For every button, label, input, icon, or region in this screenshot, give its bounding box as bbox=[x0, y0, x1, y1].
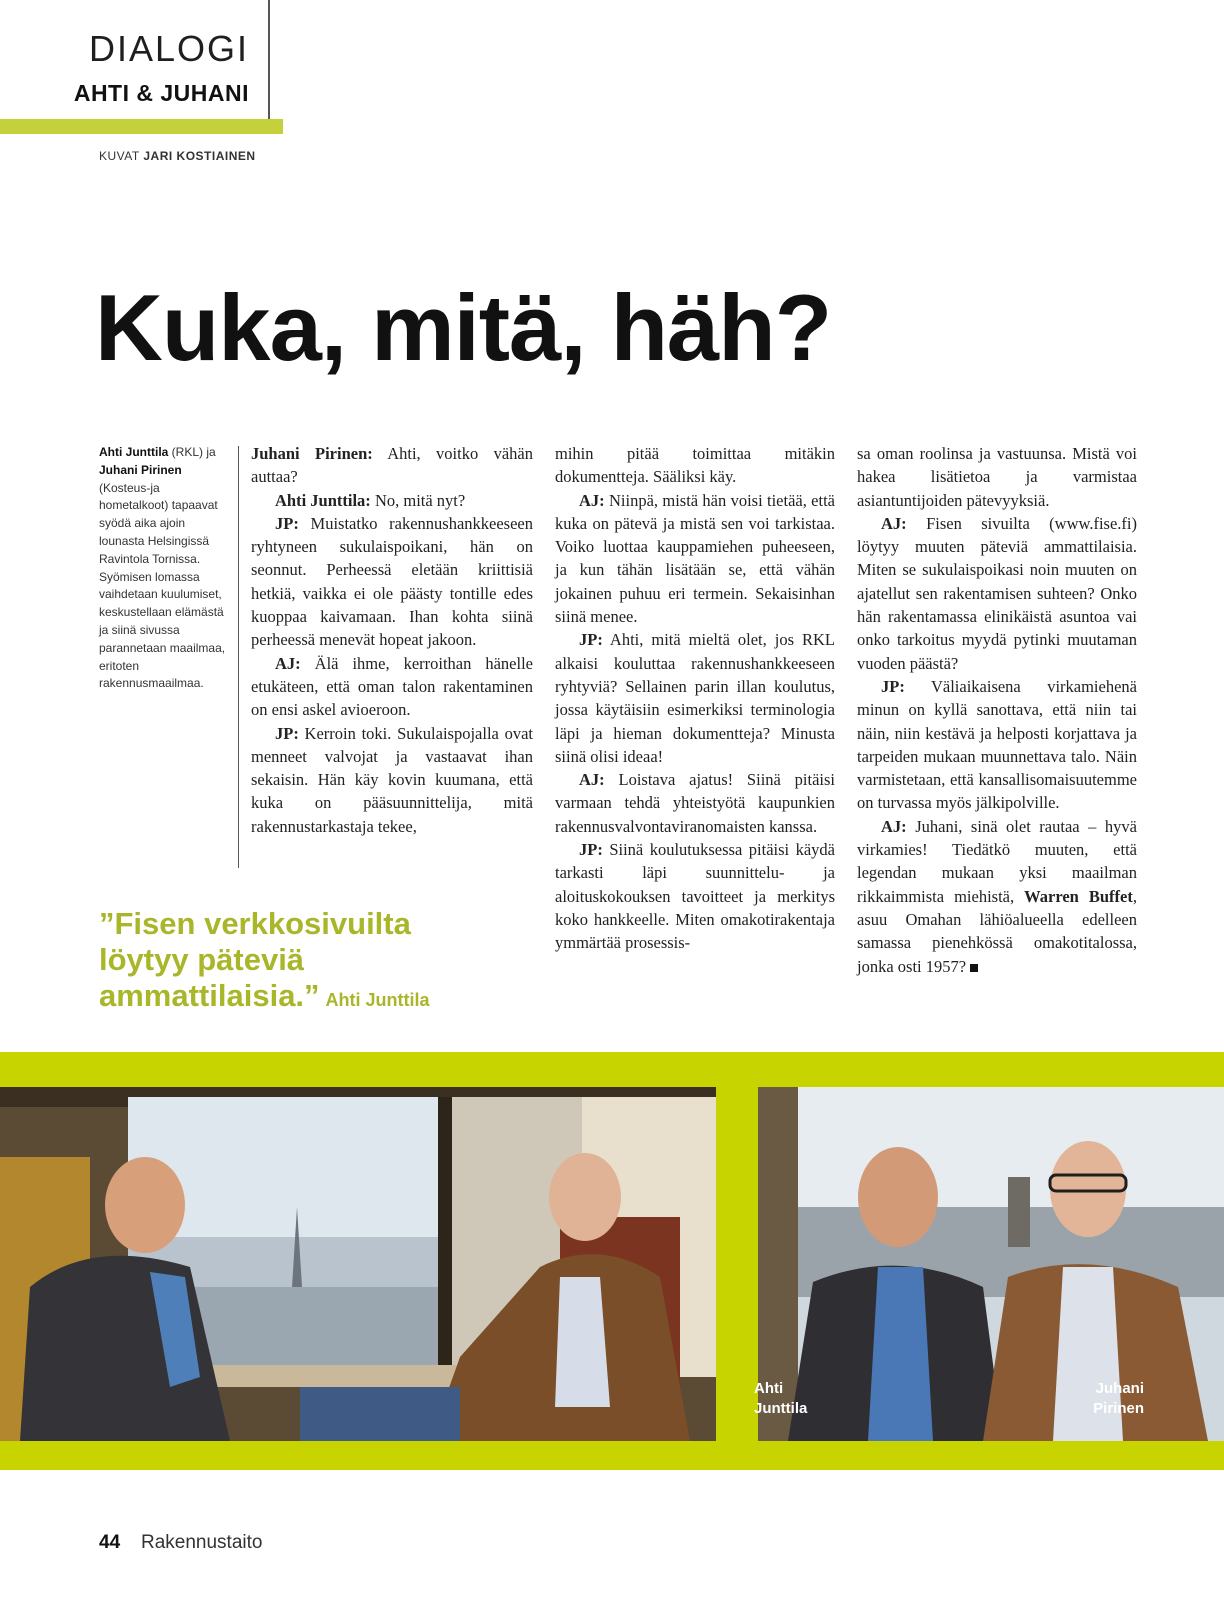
speech: Siinä koulutuksessa pitäisi käydä tarkasti läpi suunnittelu- ja aloituskokouksen tavoitteet ja merkitys koko hankkeelle. Miten omakotirakentaja ymmärtää prosessis- bbox=[555, 840, 835, 953]
speaker: AJ: bbox=[579, 490, 605, 510]
caption-right-line: Juhani bbox=[1095, 1380, 1144, 1397]
credit-name: JARI KOSTIAINEN bbox=[143, 149, 256, 163]
magazine-name: Rakennustaito bbox=[141, 1532, 263, 1553]
paragraph bbox=[555, 442, 835, 489]
intro-name-2: Juhani Pirinen bbox=[99, 462, 182, 477]
intro-text bbox=[99, 444, 227, 693]
pull-quote bbox=[99, 906, 499, 1018]
speech: mihin pitää toimittaa mitäkin dokumentteja. Sääliksi käy. bbox=[555, 444, 835, 487]
pull-quote-attribution: Ahti Junttila bbox=[325, 990, 430, 1010]
speech: Ahti, voitko vähän auttaa? bbox=[251, 444, 534, 487]
photo-standing-portrait bbox=[754, 1087, 1224, 1441]
intro-text-1: (RKL) ja bbox=[168, 445, 216, 459]
speaker: JP: bbox=[275, 513, 299, 533]
participants-label: AHTI & JUHANI bbox=[73, 80, 249, 106]
photo-seated-conversation bbox=[0, 1087, 716, 1441]
paragraph bbox=[251, 722, 533, 838]
paragraph bbox=[555, 489, 835, 629]
paragraph bbox=[857, 815, 1137, 978]
paragraph bbox=[251, 512, 533, 652]
speaker: JP: bbox=[579, 840, 603, 860]
paragraph bbox=[251, 489, 533, 512]
photo-credit bbox=[99, 149, 256, 163]
credit-prefix: KUVAT bbox=[99, 149, 140, 163]
speaker: Ahti Junttila: bbox=[275, 490, 371, 510]
caption-left-line: Junttila bbox=[754, 1400, 808, 1417]
caption-right-line: Pirinen bbox=[1093, 1400, 1144, 1417]
speaker: AJ: bbox=[579, 770, 605, 790]
photo-seated-conversation-image bbox=[0, 1087, 716, 1441]
speaker: JP: bbox=[579, 630, 603, 650]
photo-standing-portrait-image bbox=[758, 1087, 1224, 1441]
column-divider bbox=[238, 446, 239, 868]
header-accent-bar bbox=[0, 119, 283, 134]
speech: Juhani, sinä olet rautaa – hyvä virkamies! Tiedätkö muuten, että legendan mukaan yksi maailman rikkaimmista miehistä, bbox=[857, 816, 1137, 906]
intro-text-2: (Kosteus-ja hometalkoot) tapaavat syödä aika ajoin lounasta Helsingissä Ravintola Tornissa. Syömisen lomassa vaihdetaan kuulumiset, keskustellaan elämästä ja siinä sivussa parannetaan maailmaa, eritoten rakennusmaailmaa. bbox=[99, 480, 226, 691]
paragraph bbox=[857, 675, 1137, 815]
body-column-3 bbox=[857, 442, 1137, 978]
paragraph bbox=[251, 652, 533, 722]
speech: Loistava ajatus! Siinä pitäisi varmaan tehdä yhteistyötä kaupunkien rakennusvalvontaviranomaisten kanssa. bbox=[555, 770, 835, 836]
speech: Fisen sivuilta (www.fise.fi) löytyy muuten päteviä ammattilaisia. Miten se sukulaispoikasi noin muuten on ajatellut sen rakentamisen suhteen? Onko hän rakentamassa elinikäistä asuntoa vai onko tarkoitus myydä pytinki muutaman vuoden päästä? bbox=[857, 513, 1137, 673]
bold-name: Warren Buffet bbox=[1024, 886, 1133, 906]
paragraph bbox=[555, 628, 835, 768]
paragraph bbox=[251, 442, 533, 489]
speech: Kerroin toki. Sukulaispojalla ovat menneet valvojat ja vastaavat ihan sekaisin. Hän käy kovin kuumana, että kuka on pääsuunnittelija, mitä rakennustarkastaja tekee, bbox=[251, 723, 533, 836]
end-mark-icon bbox=[970, 964, 978, 972]
intro-name-1: Ahti Junttila bbox=[99, 445, 169, 459]
speech: Väliaikaisena virkamiehenä minun on kyllä sanottava, että niin tai näin, niin kestävä ja helposti korjattava ja tarpeiden mukaan muunnettava talo. Näin varmistetaan, että kansallisomaisuutemme on turvassa myös jälkipolville. bbox=[857, 676, 1137, 813]
speaker: JP: bbox=[275, 723, 299, 743]
body-column-1 bbox=[251, 442, 533, 838]
speech: Muistatko rakennushankkeeseen ryhtyneen sukulaispoikani, hän on seonnut. Perheessä eletään kriittisiä hetkiä, vaikka ei ole päästy tontille edes kuoppaa kaivamaan. Ihan kohta siinä perheessä menevät hopeat jakoon. bbox=[251, 513, 533, 650]
body-column-2 bbox=[555, 442, 835, 955]
pull-quote-text: ”Fisen verkkosivuilta löytyy päteviä ammattilaisia.” bbox=[99, 906, 411, 1013]
caption-left-line: Ahti bbox=[754, 1380, 784, 1397]
speech: sa oman roolinsa ja vastuunsa. Mistä voi hakea lisätietoa ja varmistaa asiantuntijoiden pätevyyksiä. bbox=[857, 444, 1137, 510]
speech: Älä ihme, kerroithan hänelle etukäteen, että oman talon rakentaminen on ensi askel avioeroon. bbox=[251, 653, 533, 720]
header-divider bbox=[268, 0, 270, 124]
speech: Niinpä, mistä hän voisi tietää, että kuka on pätevä ja mistä sen voi tarkistaa. Voiko luottaa kauppamiehen puheeseen, ja kun tähän lisätään se, että vähän jokainen puhuu eri termein. Sekaisinhan siinä menee. bbox=[555, 490, 835, 627]
paragraph bbox=[555, 838, 835, 954]
speaker: AJ: bbox=[881, 816, 907, 836]
speech: Ahti, mitä mieltä olet, jos RKL alkaisi kouluttaa rakennushankkeeseen ryhtyviä? Sellainen parin illan koulutus, jossa käytäisiin esimerkiksi terminologia läpi ja hieman dokumentteja? Minusta siinä olisi ideaa! bbox=[555, 630, 835, 766]
paragraph bbox=[857, 512, 1137, 675]
page-number: 44 bbox=[99, 1532, 121, 1553]
caption-left bbox=[754, 1379, 807, 1419]
speaker: JP: bbox=[881, 676, 905, 696]
paragraph bbox=[857, 442, 1137, 512]
section-label: DIALOGI bbox=[88, 28, 249, 69]
speech: No, mitä nyt? bbox=[370, 490, 466, 510]
speaker: AJ: bbox=[881, 513, 907, 533]
speech-end: , asuu Omahan lähiöalueella edelleen samassa pienehkössä omakotitalossa, jonka osti 1957? bbox=[857, 886, 1137, 976]
caption-right bbox=[1093, 1379, 1144, 1419]
speaker: Juhani Pirinen: bbox=[251, 444, 373, 463]
paragraph bbox=[555, 768, 835, 838]
headline: Kuka, mitä, häh? bbox=[95, 275, 832, 380]
speaker: AJ: bbox=[275, 653, 301, 673]
